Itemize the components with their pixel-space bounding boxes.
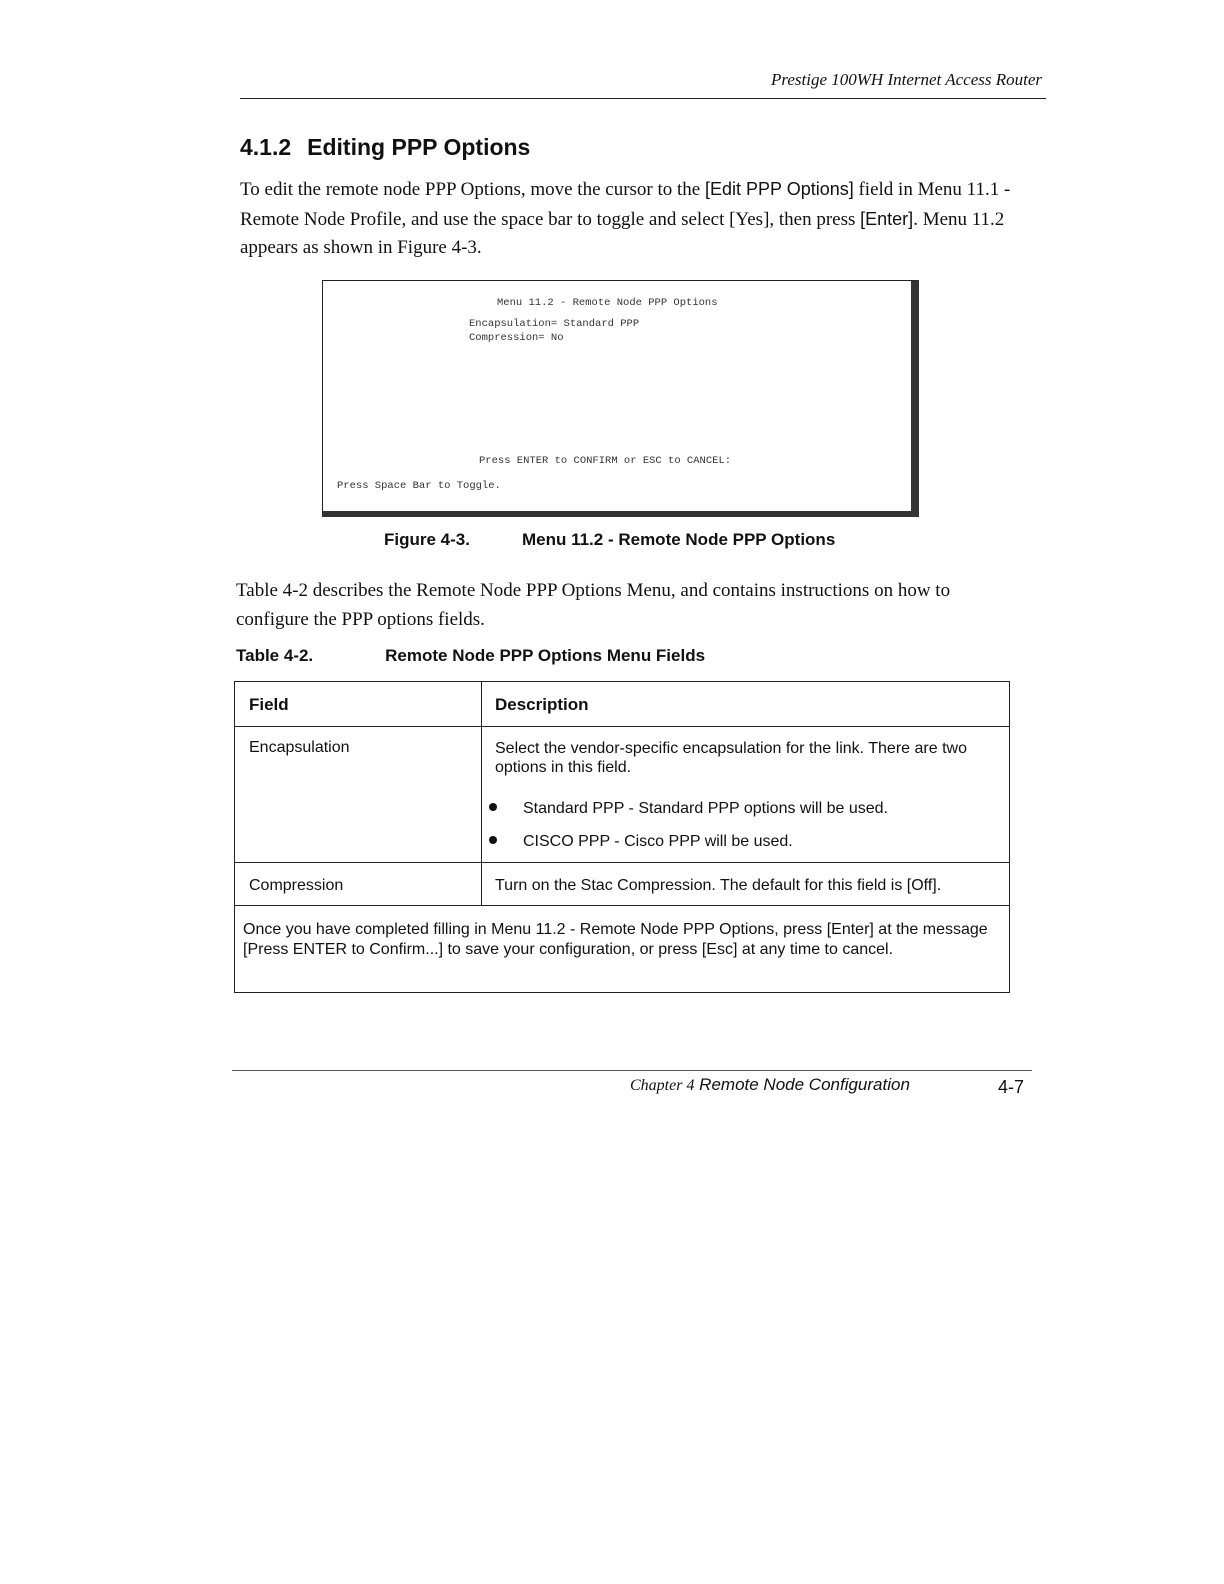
fields-table: [234, 681, 1010, 993]
screen-confirm-prompt: Press ENTER to CONFIRM or ESC to CANCEL:: [479, 455, 732, 467]
footer-page-number: 4-7: [998, 1077, 1025, 1097]
screen-encapsulation-line: Encapsulation= Standard PPP: [469, 318, 640, 330]
row-field-compression: Compression: [249, 877, 344, 894]
figure-title: Menu 11.2 - Remote Node PPP Options: [521, 530, 836, 549]
figure-caption: [384, 530, 835, 550]
table-intro-paragraph: Table 4-2 describes the Remote Node PPP Options Menu, and contains instructions on how to configure the PPP options fields.: [236, 580, 951, 630]
screen-menu-title: Menu 11.2 - Remote Node PPP Options: [497, 297, 718, 309]
table-label: Table 4-2.: [236, 646, 314, 665]
bullet-cisco-ppp: CISCO PPP - Cisco PPP will be used.: [523, 833, 793, 850]
column-divider: [481, 682, 482, 905]
row-description-compression: Turn on the Stac Compression. The default for this field is [Off].: [495, 877, 942, 894]
bullet-icon: [489, 803, 497, 811]
row-description-encapsulation: Select the vendor-specific encapsulation for the link. There are two options in this field.: [495, 740, 967, 776]
intro-text-3: . Menu 11.2 appears as shown in Figure 4-3.: [240, 208, 1005, 258]
intro-enter-key: [Enter]: [860, 208, 914, 229]
header-field: Field: [249, 695, 289, 714]
intro-text-1: To edit the remote node PPP Options, move the cursor to the: [240, 179, 705, 200]
intro-text-2: field in Menu 11.1 - Remote Node Profile, and use the space bar to toggle and select [Yes], then press: [240, 179, 1011, 230]
note-divider: [235, 905, 1009, 906]
row-divider: [235, 862, 1009, 863]
page-header: [240, 70, 1046, 99]
list-item: [489, 800, 888, 818]
intro-paragraph: [240, 175, 1030, 263]
section-heading: [240, 134, 530, 161]
section-title: Editing PPP Options: [307, 134, 531, 160]
footer-rule: [232, 1070, 1032, 1071]
section-number: 4.1.2: [240, 134, 292, 160]
screen-toggle-hint: Press Space Bar to Toggle.: [337, 480, 501, 492]
figure-label: Figure 4-3.: [384, 530, 470, 549]
footer-chapter: [630, 1075, 910, 1095]
header-description: Description: [495, 695, 589, 714]
footer-chapter-title: Remote Node Configuration: [694, 1075, 910, 1094]
footer-chapter-label: Chapter 4: [630, 1077, 695, 1094]
row-field-encapsulation: Encapsulation: [249, 739, 350, 756]
table-title: Remote Node PPP Options Menu Fields: [385, 646, 706, 665]
table-caption: [236, 646, 705, 666]
table-note: Once you have completed filling in Menu 11.2 - Remote Node PPP Options, press [Enter] at the message [Press ENTER to Confirm...] to save your configuration, or press [Esc] at any time to cancel.: [243, 921, 988, 958]
list-item: [489, 833, 793, 851]
header-divider: [235, 726, 1009, 727]
screen-compression-line: Compression= No: [469, 332, 564, 344]
menu-screen-capture: [322, 280, 919, 517]
bullet-icon: [489, 836, 497, 844]
running-title: Prestige 100WH Internet Access Router: [771, 70, 1042, 89]
intro-field-ref: [Edit PPP Options]: [704, 179, 854, 199]
bullet-standard-ppp: Standard PPP - Standard PPP options will be used.: [523, 800, 888, 817]
